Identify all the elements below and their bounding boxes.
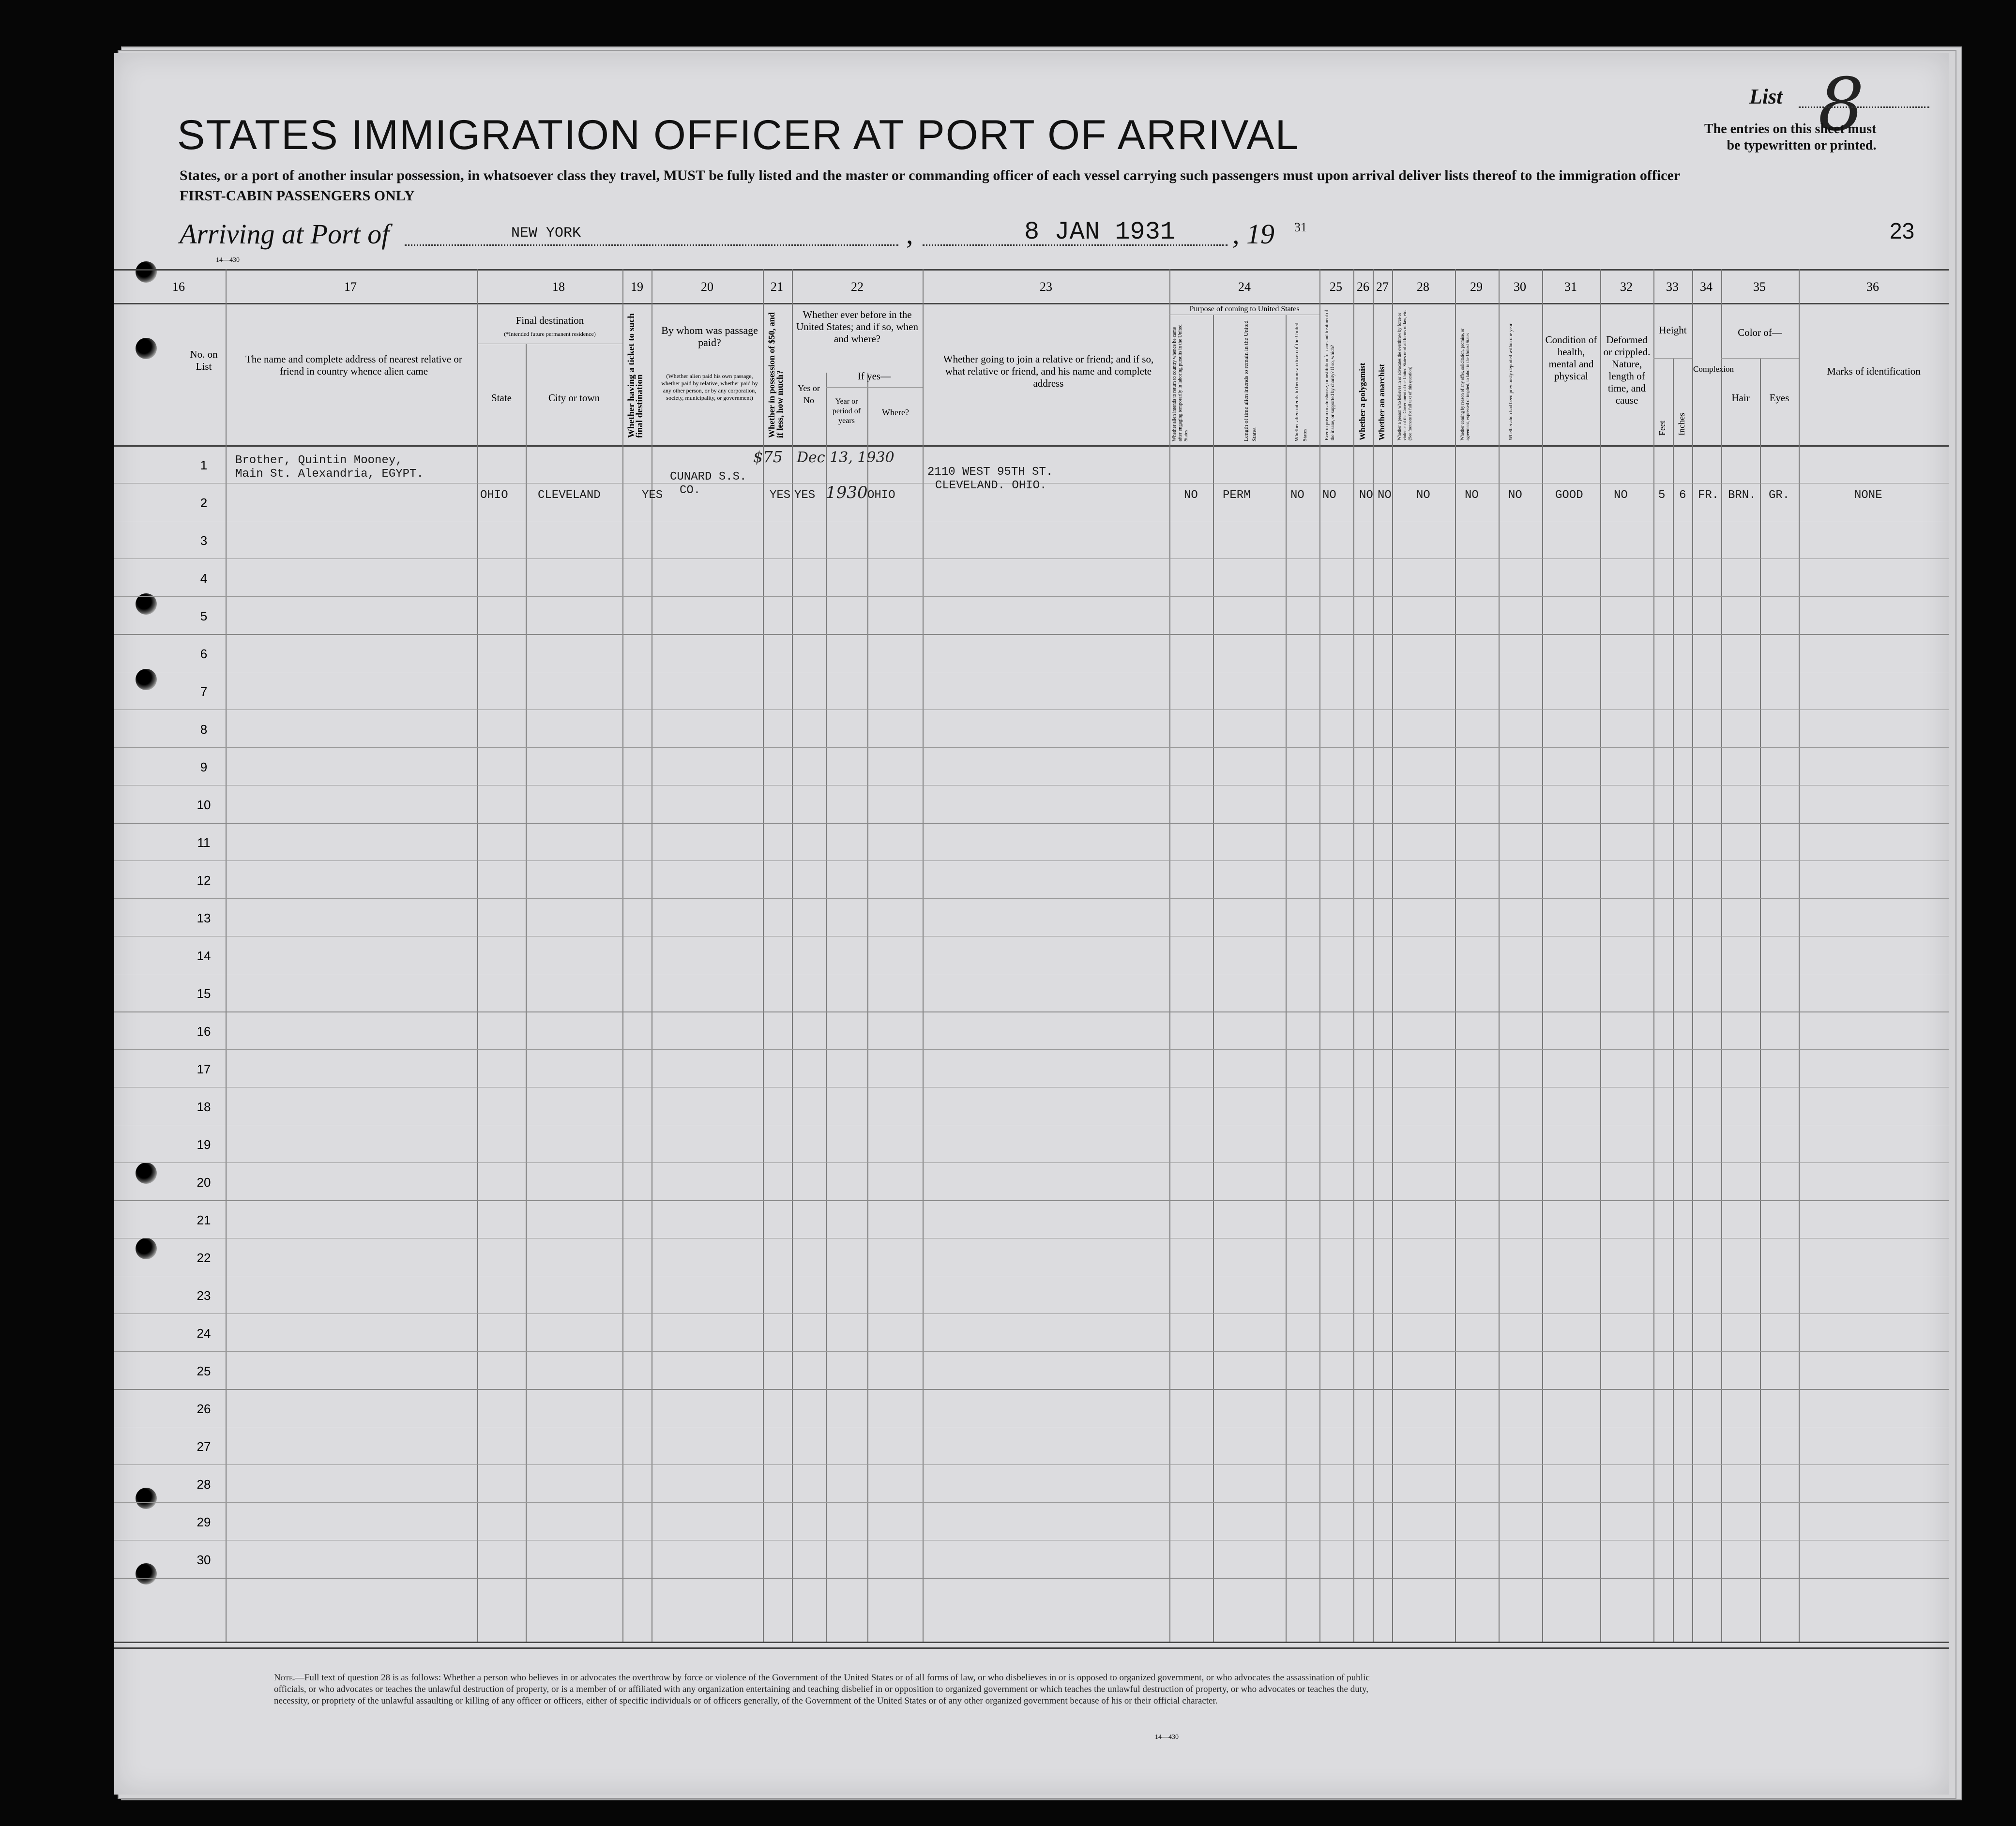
comma: , xyxy=(906,218,913,250)
col-line xyxy=(867,373,868,1642)
entry-eyes: GR. xyxy=(1769,489,1790,502)
entry-relative-line1: Brother, Quintin Mooney, xyxy=(235,454,403,467)
entry-citizen: NO xyxy=(1290,489,1304,502)
col-line xyxy=(1600,269,1601,1642)
entry-return: NO xyxy=(1184,489,1198,502)
footnote-label: Note. xyxy=(274,1673,295,1683)
row-number: 20 xyxy=(197,1175,211,1190)
entry-join-line1: 2110 WEST 95TH ST. xyxy=(927,466,1053,479)
heading-complexion: Complexion xyxy=(1693,364,1734,374)
entry-overthrow: NO xyxy=(1416,489,1430,502)
entry-length: PERM xyxy=(1223,489,1251,502)
row-rule xyxy=(114,1011,1949,1012)
colnum-26: 26 xyxy=(1357,280,1369,294)
table-bottom-rule-2 xyxy=(114,1647,1949,1649)
entry-date-handwritten: Dec 13, 1930 xyxy=(797,449,894,466)
col-line xyxy=(826,373,827,1642)
row-number: 12 xyxy=(197,873,211,888)
row-number: 30 xyxy=(197,1553,211,1567)
heading-anarchist: Whether an anarchist xyxy=(1377,363,1386,440)
row-rule xyxy=(114,1578,1949,1579)
entry-ticket: YES xyxy=(642,489,663,502)
footnote-text: —Full text of question 28 is as follows: Whether a person who believes in or advocates the overthrow by force or violence of the Government of the United States or of all forms of law, or who disbelieves in or is opposed to organized government, or who advocates the assassination of public officials, or who advocates or teaches the unlawful destruction of property, or is a member of or affiliated with any organization entertaining and teaching disbelief in or opposition to organized government or which teaches the unlawful destruction of property, or who advocates or teaches the duty, necessity, or propriety of the unlawful assaulting or killing of any officer or officers, either of specific individuals or of officers generally, of the Government of the United States or of any other organized government because of his or their official character. xyxy=(274,1673,1370,1706)
row-number: 16 xyxy=(197,1024,211,1039)
heading-yes-or-no: Yes or No xyxy=(798,383,820,405)
entry-prison: NO xyxy=(1322,489,1336,502)
row-number: 21 xyxy=(197,1213,211,1227)
entries-note-line2: be typewritten or printed. xyxy=(1727,138,1877,153)
row-number: 22 xyxy=(197,1251,211,1265)
col-line xyxy=(1455,269,1456,1642)
col-line xyxy=(1799,269,1800,1642)
col-line xyxy=(526,344,527,1642)
year-prefix: , 19 xyxy=(1232,218,1274,250)
heading-height: Height xyxy=(1659,324,1687,336)
col-line xyxy=(1373,269,1374,1642)
subhead-rule xyxy=(1721,358,1799,359)
entry-marks: NONE xyxy=(1854,489,1882,502)
row-number: 26 xyxy=(197,1402,211,1416)
subhead-rule xyxy=(1653,358,1692,359)
row-rule xyxy=(114,596,1949,597)
colnum-22: 22 xyxy=(851,280,864,294)
row-rule xyxy=(114,1464,1949,1465)
entries-note xyxy=(1704,121,1876,154)
col-line xyxy=(1213,315,1214,1642)
col-line xyxy=(1760,358,1761,1642)
heading-final-destination-note: (*Intended future permanent residence) xyxy=(504,331,596,337)
heading-final-destination: Final destination xyxy=(515,315,584,326)
heading-passage-note: (Whether alien paid his own passage, whether paid by relative, whether paid by any other person, or by any corporation, society, municipality, or government) xyxy=(661,373,758,401)
entry-health: GOOD xyxy=(1555,489,1583,502)
row-number: 24 xyxy=(197,1326,211,1341)
row-number: 5 xyxy=(200,609,208,623)
punch-hole xyxy=(136,1162,157,1184)
colnum-28: 28 xyxy=(1417,280,1429,294)
row-number: 9 xyxy=(200,760,208,774)
col-line xyxy=(477,269,478,1642)
entry-before: YES xyxy=(794,489,816,502)
col-line xyxy=(763,269,764,1642)
col-line xyxy=(923,269,924,1642)
table-bottom-rule xyxy=(114,1642,1949,1643)
colnum-24: 24 xyxy=(1238,280,1251,294)
row-rule xyxy=(114,747,1949,748)
row-number: 6 xyxy=(200,647,208,661)
entry-paid-line1: CUNARD S.S. xyxy=(670,470,747,483)
entry-join-line2: CLEVELAND. OHIO. xyxy=(935,479,1047,492)
row-number: 28 xyxy=(197,1477,211,1492)
form-title: STATES IMMIGRATION OFFICER AT PORT OF ARRIVAL xyxy=(177,112,1300,158)
colnum-36: 36 xyxy=(1866,280,1879,294)
punch-hole xyxy=(136,338,157,359)
entry-deformed: NO xyxy=(1614,489,1628,502)
row-rule xyxy=(114,1389,1949,1390)
arriving-label: Arriving at Port of xyxy=(180,218,390,250)
heading-possession-50: Whether in possession of $50, and if less, how much? xyxy=(767,312,785,438)
punch-hole xyxy=(136,1563,157,1585)
row-number: 29 xyxy=(197,1515,211,1529)
col-line xyxy=(1169,269,1170,1642)
page-number: 23 xyxy=(1890,218,1915,243)
row-number: 17 xyxy=(197,1062,211,1076)
entries-note-line1: The entries on this sheet must xyxy=(1704,121,1877,136)
colnum-27: 27 xyxy=(1376,280,1389,294)
entry-before-where: OHIO xyxy=(867,489,895,502)
heading-hair: Hair xyxy=(1731,392,1750,404)
row-number: 13 xyxy=(197,911,211,925)
colnum-rule xyxy=(114,303,1949,304)
heading-if-yes: If yes— xyxy=(857,370,891,382)
heading-overthrow: Whether a person who believes in or advocates the overthrow by force or violence of the Government of the United States or of all forms of law, etc. (See footnote for full text of this question) xyxy=(1397,310,1412,440)
heading-purpose-a: Whether alien intends to return to country whence he came after engaging temporarily in laboring pursuits in the United States xyxy=(1172,324,1189,441)
heading-inches: Inches xyxy=(1677,413,1686,436)
row-number: 18 xyxy=(197,1100,211,1114)
heading-marks: Marks of identification xyxy=(1827,365,1921,377)
entry-relative-line2: Main St. Alexandria, EGYPT. xyxy=(235,468,424,481)
colnum-31: 31 xyxy=(1564,280,1577,294)
table-top-rule xyxy=(114,269,1949,271)
entry-city: CLEVELAND xyxy=(538,489,601,502)
colnum-20: 20 xyxy=(701,280,713,294)
colnum-19: 19 xyxy=(631,280,643,294)
col-line xyxy=(226,269,227,1642)
heading-deformed: Deformed or crippled. Nature, length of time, and cause xyxy=(1603,334,1651,406)
heading-deported: Whether alien had been previously deported within one year xyxy=(1508,323,1514,440)
row-number: 14 xyxy=(197,949,211,963)
entry-polygamist: NO xyxy=(1359,489,1373,502)
form-class: FIRST-CABIN PASSENGERS ONLY xyxy=(180,188,415,204)
heading-health: Condition of health, mental and physical xyxy=(1545,334,1597,382)
row-rule xyxy=(114,1200,1949,1201)
row-number: 27 xyxy=(197,1439,211,1454)
row-rule xyxy=(114,1313,1949,1314)
entry-paid-line2: CO. xyxy=(680,484,701,497)
port-value: NEW YORK xyxy=(511,225,581,241)
colnum-34: 34 xyxy=(1700,280,1713,294)
colnum-32: 32 xyxy=(1620,280,1633,294)
row-rule xyxy=(114,1049,1949,1050)
heading-ticket: Whether having a ticket to such final destination xyxy=(626,313,645,438)
col-line xyxy=(1319,269,1320,1642)
colnum-23: 23 xyxy=(1040,280,1052,294)
row-rule xyxy=(114,1351,1949,1352)
row-number: 1 xyxy=(200,458,208,472)
heading-purpose: Purpose of coming to United States xyxy=(1189,305,1300,313)
row-number: 4 xyxy=(200,571,208,586)
port-dotted-line xyxy=(405,244,898,246)
entry-before-year: 1930 xyxy=(826,483,868,502)
punch-hole xyxy=(136,1238,157,1259)
entry-hair: BRN. xyxy=(1728,489,1756,502)
heading-city: City or town xyxy=(548,392,600,404)
arrival-date: 8 JAN 1931 xyxy=(1024,218,1176,246)
col-line xyxy=(792,269,793,1642)
colnum-35: 35 xyxy=(1753,280,1766,294)
entry-complexion: FR. xyxy=(1698,489,1719,502)
form-number-top: 14—430 xyxy=(216,257,240,264)
row-rule xyxy=(114,558,1949,559)
heading-where: Where? xyxy=(882,407,909,417)
year-suffix: 31 xyxy=(1294,220,1307,234)
list-label: List xyxy=(1749,85,1783,108)
form-number-bottom: 14—430 xyxy=(1155,1734,1179,1741)
col-line xyxy=(1392,269,1393,1642)
col-line xyxy=(622,269,623,1642)
form-subtitle: States, or a port of another insular possession, in whatsoever class they travel, MUST be fully listed and the master or commanding officer of each vessel carrying such passengers must upon arrival deliver lists thereof to the immigration officer xyxy=(180,167,1681,183)
heading-state: State xyxy=(491,392,512,404)
colnum-33: 33 xyxy=(1666,280,1679,294)
row-number: 3 xyxy=(200,533,208,548)
row-rule xyxy=(114,709,1949,710)
heading-purpose-b: Length of time alien intends to remain in the United States xyxy=(1243,320,1258,441)
row-rule xyxy=(114,823,1949,824)
row-rule xyxy=(114,1162,1949,1163)
heading-offer-labor: Whether coming by reason of any offer, solicitation, promise, or agreement, expressed or implied, to labor in the United States xyxy=(1460,328,1470,440)
punch-hole xyxy=(136,261,157,283)
entry-money-handwritten: $75 xyxy=(753,448,783,466)
colnum-25: 25 xyxy=(1330,280,1342,294)
subhead-rule xyxy=(826,387,923,388)
entry-inches: 6 xyxy=(1679,489,1686,502)
entry-feet: 5 xyxy=(1658,489,1666,502)
heading-prison: Ever in prison or almshouse, or institution for care and treatment of the insane, or supported by charity? If so, which? xyxy=(1324,310,1335,440)
row-number: 10 xyxy=(197,798,211,812)
heading-eyes: Eyes xyxy=(1769,392,1789,404)
row-number: 15 xyxy=(197,986,211,1001)
entry-possession: YES xyxy=(770,489,791,502)
list-dotted-line xyxy=(1799,106,1929,108)
colnum-29: 29 xyxy=(1470,280,1483,294)
entry-anarchist: NO xyxy=(1378,489,1392,502)
heading-feet: Feet xyxy=(1657,421,1667,436)
entry-deported: NO xyxy=(1508,489,1522,502)
col-line xyxy=(1353,269,1354,1642)
col-line xyxy=(1721,269,1722,1642)
col-line xyxy=(1542,269,1543,1642)
heading-ever-before: Whether ever before in the United States; and if so, when and where? xyxy=(796,309,918,345)
manifest-sheet xyxy=(114,53,1949,1795)
col-line xyxy=(1653,269,1654,1642)
row-number: 11 xyxy=(197,835,211,850)
entry-state: OHIO xyxy=(480,489,508,502)
colnum-16: 16 xyxy=(172,280,185,294)
heading-passage-paid: By whom was passage paid? xyxy=(661,324,758,348)
punch-hole xyxy=(136,1488,157,1509)
row-rule xyxy=(114,860,1949,861)
heading-relative-address: The name and complete address of nearest relative or friend in country whence alien came xyxy=(245,353,462,377)
row-rule xyxy=(114,634,1949,635)
heading-purpose-c: Whether alien intends to become a citizen of the United States xyxy=(1294,322,1308,441)
footnote xyxy=(274,1672,1387,1707)
heading-year-period: Year or period of years xyxy=(832,397,861,425)
col-line xyxy=(1692,269,1693,1642)
row-number: 25 xyxy=(197,1364,211,1378)
row-rule xyxy=(114,898,1949,899)
heading-color-of: Color of— xyxy=(1738,327,1782,338)
colnum-30: 30 xyxy=(1514,280,1526,294)
heading-no-on-list: No. on List xyxy=(190,348,218,372)
colnum-18: 18 xyxy=(552,280,565,294)
row-number: 8 xyxy=(200,722,208,737)
list-number: 8 xyxy=(1818,63,1864,147)
row-rule xyxy=(114,1502,1949,1503)
col-line xyxy=(1499,269,1500,1642)
row-number: 23 xyxy=(197,1288,211,1303)
entry-offer: NO xyxy=(1465,489,1479,502)
year-prefix-text: 19 xyxy=(1246,218,1274,250)
col-line xyxy=(1673,358,1674,1642)
colnum-21: 21 xyxy=(771,280,783,294)
colnum-17: 17 xyxy=(344,280,357,294)
heading-polygamist: Whether a polygamist xyxy=(1358,362,1367,440)
heading-join-relative: Whether going to join a relative or friend; and if so, what relative or friend, and his name and complete address xyxy=(943,353,1154,389)
row-number: 7 xyxy=(200,684,208,699)
col-line xyxy=(1286,315,1287,1642)
row-number: 2 xyxy=(200,496,208,510)
row-number: 19 xyxy=(197,1137,211,1152)
